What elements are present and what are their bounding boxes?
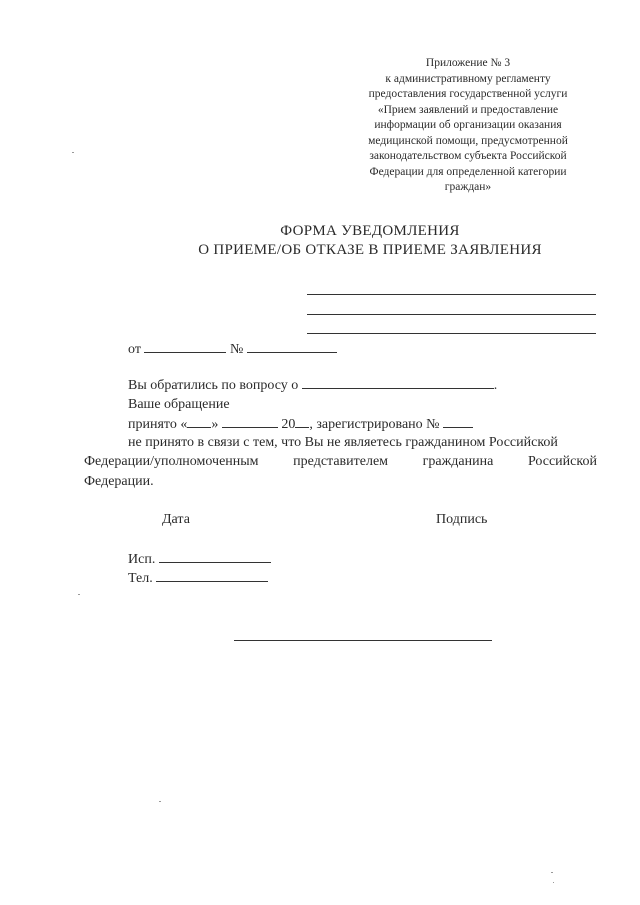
annex-line: Федерации для определенной категории (369, 165, 567, 178)
scan-speck (551, 872, 553, 873)
phone-label: Тел. (128, 571, 153, 586)
annex-line: к административному регламенту (385, 72, 551, 85)
number-label: № (229, 342, 244, 357)
rejected-word: гражданина (422, 454, 494, 469)
registered-label: , зарегистрировано № (309, 417, 440, 432)
from-row (128, 339, 337, 360)
scan-speck (553, 882, 554, 883)
year-prefix: 20 (281, 417, 296, 432)
annex-line: предоставления государственной услуги (368, 88, 568, 100)
phone-field[interactable] (156, 568, 268, 582)
annex-line: законодательством субъекта Российской (369, 150, 567, 162)
accepted-quote-close: » (211, 417, 219, 432)
annex-line: «Прием заявлений и предоставление (377, 103, 559, 116)
accepted-row (128, 414, 473, 435)
accepted-prefix: принято « (128, 417, 188, 432)
date-label: Дата (162, 512, 190, 527)
annex-line: медицинской помощи, предусмотренной (368, 134, 568, 147)
phone-row (128, 568, 268, 589)
scan-speck (78, 594, 80, 595)
registration-number-field[interactable] (443, 414, 473, 428)
from-number-field[interactable] (247, 339, 337, 353)
your-appeal: Ваше обращение (128, 397, 230, 412)
bottom-separator (234, 640, 492, 641)
scan-speck (72, 152, 74, 153)
rejected-word: представителем (293, 454, 389, 469)
executor-field[interactable] (159, 549, 271, 563)
annex-line: граждан» (444, 181, 492, 193)
form-title-line2: О ПРИЕМЕ/ОБ ОТКАЗЕ В ПРИЕМЕ ЗАЯВЛЕНИЯ (198, 242, 542, 258)
appeal-suffix: . (493, 378, 498, 393)
accepted-year-field[interactable] (295, 414, 309, 428)
rejected-word: Российской (527, 454, 597, 469)
addressee-line-3[interactable] (307, 333, 596, 334)
rejected-word: Федерации/уполномоченным (84, 454, 259, 469)
accepted-day-field[interactable] (187, 414, 211, 428)
appeal-prefix: Вы обратились по вопросу о (128, 378, 299, 393)
annex-line: информации об организации оказания (374, 119, 562, 131)
appeal-subject-field[interactable] (302, 375, 494, 389)
from-date-field[interactable] (144, 339, 226, 353)
accepted-month-field[interactable] (222, 414, 278, 428)
from-label: от (128, 342, 141, 357)
rejected-line-3: Федерации. (84, 474, 154, 489)
executor-row (128, 549, 271, 570)
executor-label: Исп. (128, 552, 156, 567)
annex-header (340, 56, 596, 196)
form-title (120, 222, 620, 260)
rejected-line-2 (84, 452, 597, 472)
signature-label: Подпись (436, 512, 488, 527)
annex-line: Приложение № 3 (425, 57, 511, 69)
scan-speck (159, 801, 161, 802)
addressee-line-1[interactable] (307, 294, 596, 295)
addressee-line-2[interactable] (307, 314, 596, 315)
rejected-paragraph (84, 452, 597, 492)
form-title-line1: ФОРМА УВЕДОМЛЕНИЯ (280, 223, 460, 239)
rejected-line-1: не принято в связи с тем, что Вы не являетесь гражданином Российской (128, 435, 558, 450)
appeal-row (128, 375, 497, 396)
